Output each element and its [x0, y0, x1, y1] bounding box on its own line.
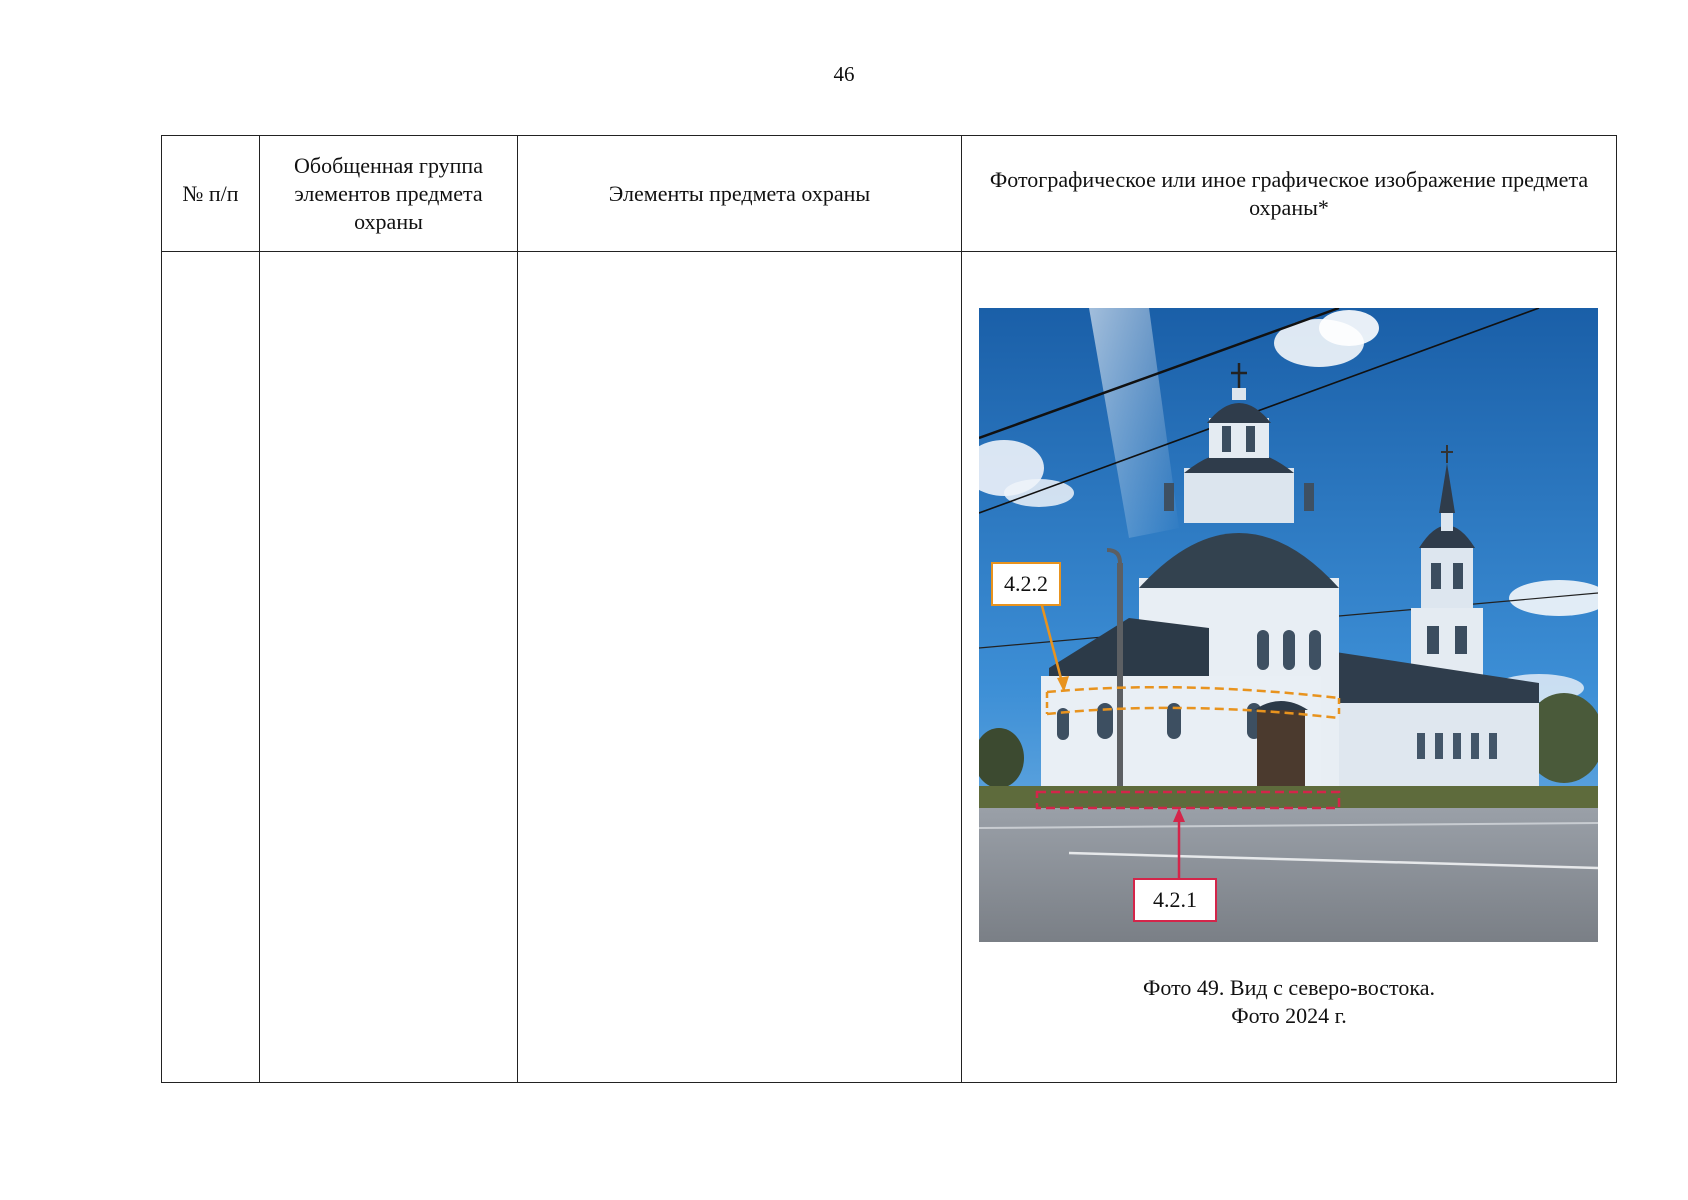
church-photo-illustration [979, 308, 1598, 942]
header-elements: Элементы предмета охраны [518, 136, 962, 252]
header-number: № п/п [162, 136, 260, 252]
church-photo [979, 308, 1598, 942]
photo-caption [962, 974, 1616, 1030]
header-image: Фотографическое или иное графическое изображение предмета охраны* [962, 136, 1617, 252]
page-number: 46 [833, 62, 855, 86]
photo-caption-line-1: Фото 49. Вид с северо-востока. [1143, 975, 1435, 1000]
protection-subject-table [161, 135, 1617, 1083]
table-row [162, 252, 1617, 1083]
header-group: Обобщенная группа элементов предмета охраны [260, 136, 518, 252]
cell-group [260, 252, 518, 1083]
marker-label-4-2-1: 4.2.1 [1133, 878, 1217, 922]
table-header-row [162, 136, 1617, 252]
marker-label-4-2-2: 4.2.2 [991, 562, 1061, 606]
cell-elements [518, 252, 962, 1083]
cell-image [962, 252, 1617, 1083]
photo-caption-line-2: Фото 2024 г. [1231, 1003, 1347, 1028]
cell-number [162, 252, 260, 1083]
